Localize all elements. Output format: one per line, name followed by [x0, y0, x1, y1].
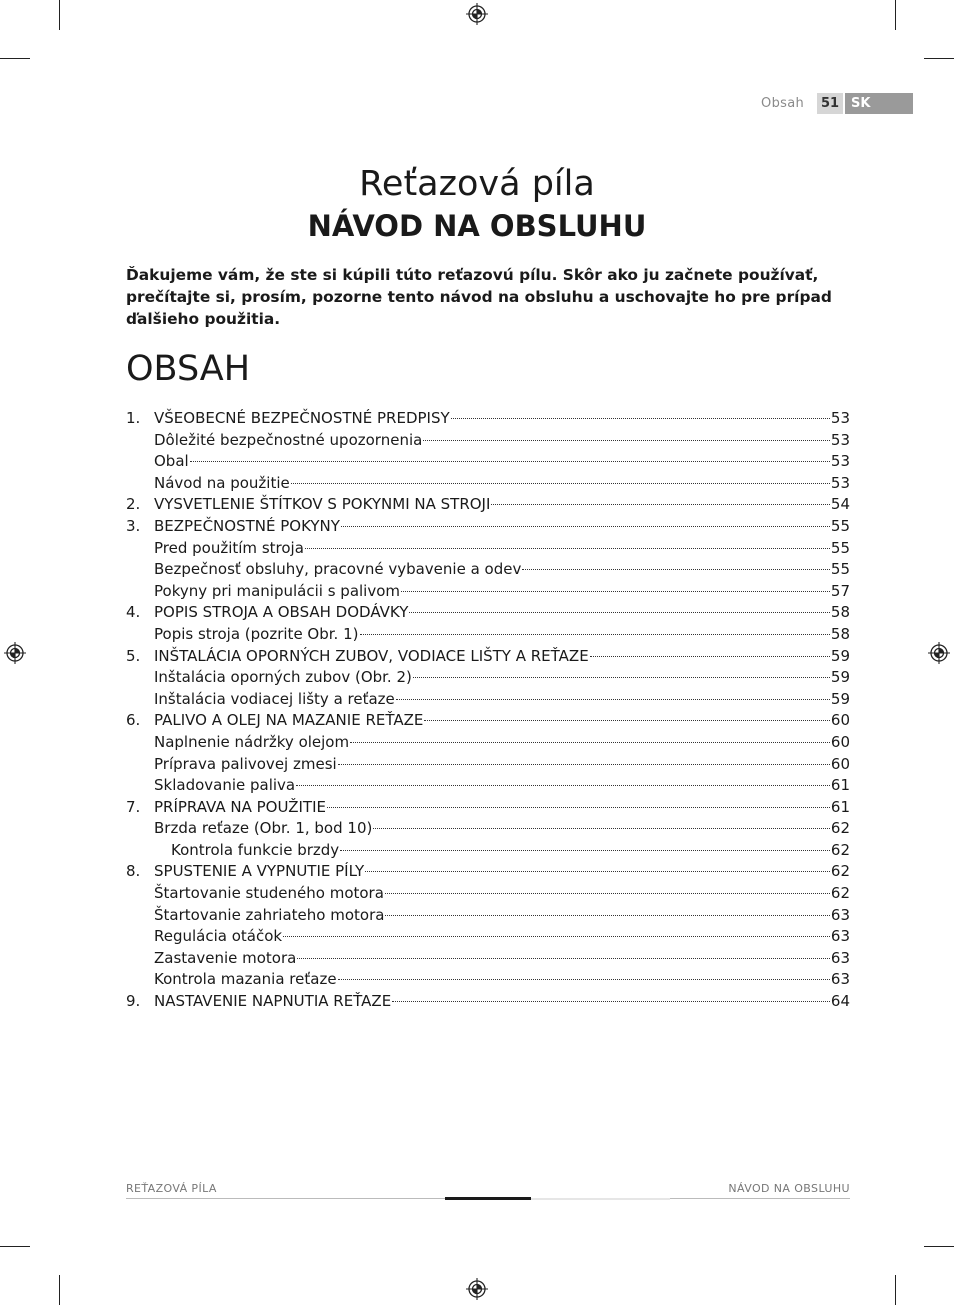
toc-dot-leader [413, 677, 830, 678]
toc-entry [126, 991, 850, 1013]
toc-dot-leader [190, 461, 830, 462]
toc-entry-label: Kontrola funkcie brzdy [171, 840, 340, 859]
toc-entry-page: 53 [830, 430, 850, 449]
toc-entry-label: Brzda reťaze (Obr. 1, bod 10) [154, 819, 373, 838]
footer-right-label: NÁVOD NA OBSLUHU [728, 1182, 850, 1195]
toc-entry-page: 54 [830, 495, 850, 514]
toc-entry-label: Štartovanie studeného motora [154, 884, 384, 903]
header-section-label: Obsah [761, 96, 804, 111]
toc-entry-label: Bezpečnosť obsluhy, pracovné vybavenie a odev [154, 560, 522, 579]
toc-entry [126, 516, 850, 538]
registration-mark-icon [466, 1278, 488, 1300]
toc-entry-page: 62 [830, 862, 850, 881]
crop-mark-top-left-v [59, 0, 60, 30]
toc-entry-number: 2. [126, 495, 141, 514]
toc-entry-page: 62 [830, 840, 850, 859]
toc-entry-number: 7. [126, 797, 141, 816]
toc-entry-page: 61 [830, 797, 850, 816]
toc-dot-leader [305, 548, 830, 549]
toc-dot-leader [338, 979, 830, 980]
toc-entry-page: 62 [830, 884, 850, 903]
intro-paragraph: Ďakujeme vám, že ste si kúpili túto reťazovú pílu. Skôr ako ju začnete používať, prečítajte si, prosím, pozorne tento návod na obsluhu a uschovajte ho pre prípad ďalšieho použitia. [126, 266, 832, 328]
toc-entry-label: Popis stroja (pozrite Obr. 1) [154, 624, 359, 643]
toc-entry [126, 754, 850, 776]
toc-entry-page: 63 [830, 905, 850, 924]
toc-entry-label: VYSVETLENIE ŠTÍTKOV S POKYNMI NA STROJI [154, 495, 491, 514]
toc-dot-leader [340, 850, 830, 851]
toc-entry-label: Pred použitím stroja [154, 538, 304, 557]
toc-entry [126, 948, 850, 970]
toc-entry-page: 57 [830, 581, 850, 600]
toc-entry [126, 538, 850, 560]
toc-dot-leader [283, 936, 830, 937]
toc-entry [126, 559, 850, 581]
toc-entry-label: VŠEOBECNÉ BEZPEČNOSTNÉ PREDPISY [154, 409, 450, 427]
header-page-number: 51 [817, 93, 843, 114]
toc-entry-page: 61 [830, 776, 850, 795]
toc-entry-number: 9. [126, 992, 141, 1011]
toc-entry-label: Príprava palivovej zmesi [154, 754, 337, 773]
toc-entry [126, 451, 850, 473]
toc-entry-label: INŠTALÁCIA OPORNÝCH ZUBOV, VODIACE LIŠTY A REŤAZE [154, 646, 589, 665]
toc-dot-leader [590, 656, 830, 657]
crop-mark-top-right-h [924, 58, 954, 59]
toc-dot-leader [341, 526, 830, 527]
toc-entry-page: 62 [830, 819, 850, 838]
toc-entry-label: PRÍPRAVA NA POUŽITIE [154, 797, 326, 816]
toc-entry-page: 64 [830, 992, 850, 1011]
toc-dot-leader [373, 828, 830, 829]
toc-entry-page: 53 [830, 409, 850, 427]
toc-entry-page: 58 [830, 624, 850, 643]
toc-entry [126, 624, 850, 646]
toc-dot-leader [451, 418, 830, 419]
toc-entry-page: 63 [830, 970, 850, 989]
toc-dot-leader [338, 764, 830, 765]
toc-dot-leader [385, 893, 830, 894]
toc-entry [126, 732, 850, 754]
toc-entry [126, 473, 850, 495]
toc-entry [126, 602, 850, 624]
toc-dot-leader [522, 569, 830, 570]
toc-dot-leader [392, 1001, 830, 1002]
crop-mark-top-left-h [0, 58, 30, 59]
toc-entry-page: 53 [830, 473, 850, 492]
toc-entry [126, 818, 850, 840]
toc-entry [126, 969, 850, 991]
toc-entry-page: 58 [830, 603, 850, 622]
toc-entry [126, 646, 850, 668]
toc-dot-leader [424, 720, 830, 721]
toc-entry-label: NASTAVENIE NAPNUTIA REŤAZE [154, 992, 392, 1011]
toc-entry [126, 840, 850, 862]
registration-mark-icon [4, 642, 26, 664]
toc-dot-leader [409, 612, 830, 613]
toc-entry [126, 861, 850, 883]
crop-mark-bottom-right-h [924, 1246, 954, 1247]
toc-dot-leader [296, 785, 830, 786]
toc-dot-leader [350, 742, 830, 743]
toc-entry [126, 408, 850, 430]
toc-entry [126, 797, 850, 819]
toc-dot-leader [385, 915, 829, 916]
toc-entry-number: 5. [126, 646, 141, 665]
toc-dot-leader [423, 440, 830, 441]
toc-entry-page: 60 [830, 711, 850, 730]
toc-entry-number: 8. [126, 862, 141, 881]
toc-entry [126, 905, 850, 927]
toc-entry-label: Štartovanie zahriateho motora [154, 905, 385, 924]
toc-entry-label: Regulácia otáčok [154, 927, 283, 946]
toc-entry-page: 63 [830, 948, 850, 967]
registration-mark-icon [928, 642, 950, 664]
footer-left-label: REŤAZOVÁ PÍLA [126, 1182, 217, 1195]
toc-entry [126, 430, 850, 452]
toc-entry-label: Inštalácia oporných zubov (Obr. 2) [154, 668, 412, 687]
toc-entry-label: Dôležité bezpečnostné upozornenia [154, 430, 423, 449]
toc-entry-label: Pokyny pri manipulácii s palivom [154, 581, 401, 600]
toc-entry-label: Zastavenie motora [154, 948, 297, 967]
toc-dot-leader [360, 634, 830, 635]
toc-entry-number: 1. [126, 409, 141, 427]
toc-entry-label: PALIVO A OLEJ NA MAZANIE REŤAZE [154, 711, 424, 730]
toc-entry [126, 581, 850, 603]
toc-entry-label: POPIS STROJA A OBSAH DODÁVKY [154, 603, 409, 622]
toc-entry-page: 55 [830, 538, 850, 557]
toc-dot-leader [291, 483, 830, 484]
toc-heading: OBSAH [126, 349, 251, 389]
toc-entry-page: 55 [830, 516, 850, 535]
toc-dot-leader [401, 591, 830, 592]
toc-entry [126, 926, 850, 948]
toc-entry [126, 667, 850, 689]
toc-entry-page: 59 [830, 668, 850, 687]
toc-entry [126, 883, 850, 905]
toc-entry [126, 494, 850, 516]
toc-entry [126, 775, 850, 797]
toc-entry [126, 689, 850, 711]
toc-entry-label: SPUSTENIE A VYPNUTIE PÍLY [154, 862, 365, 881]
toc-entry-label: Inštalácia vodiacej lišty a reťaze [154, 689, 395, 708]
toc-entry-number: 6. [126, 711, 141, 730]
toc-entry-page: 53 [830, 452, 850, 471]
toc-entry-label: Kontrola mazania reťaze [154, 970, 337, 989]
toc-entry-label: Obal [154, 452, 189, 471]
crop-mark-bottom-left-v [59, 1275, 60, 1305]
toc-entry-page: 60 [830, 754, 850, 773]
toc-entry-label: Skladovanie paliva [154, 776, 296, 795]
toc-dot-leader [365, 871, 830, 872]
toc-dot-leader [396, 699, 830, 700]
toc-entry-number: 3. [126, 516, 141, 535]
toc-entry-page: 60 [830, 732, 850, 751]
document-subtitle: NÁVOD NA OBSLUHU [307, 209, 647, 243]
toc-entry-number: 4. [126, 603, 141, 622]
toc-dot-leader [297, 958, 830, 959]
document-title: Reťazová píla [359, 164, 595, 204]
header-language-badge: SK [845, 93, 913, 114]
toc-dot-leader [491, 504, 830, 505]
toc-dot-leader [327, 807, 830, 808]
footer-rule-accent-light [531, 1198, 670, 1200]
crop-mark-top-right-v [895, 0, 896, 30]
toc-entry-page: 63 [830, 927, 850, 946]
crop-mark-bottom-left-h [0, 1246, 30, 1247]
crop-mark-bottom-right-v [895, 1275, 896, 1305]
toc-entry-page: 59 [830, 689, 850, 708]
registration-mark-icon [466, 3, 488, 25]
toc-entry-label: Návod na použitie [154, 473, 290, 492]
footer-rule-accent [445, 1197, 531, 1200]
table-of-contents [126, 408, 850, 1013]
toc-entry-page: 55 [830, 560, 850, 579]
toc-entry-label: BEZPEČNOSTNÉ POKYNY [154, 516, 340, 535]
toc-entry-page: 59 [830, 646, 850, 665]
toc-entry [126, 710, 850, 732]
toc-entry-label: Naplnenie nádržky olejom [154, 732, 350, 751]
